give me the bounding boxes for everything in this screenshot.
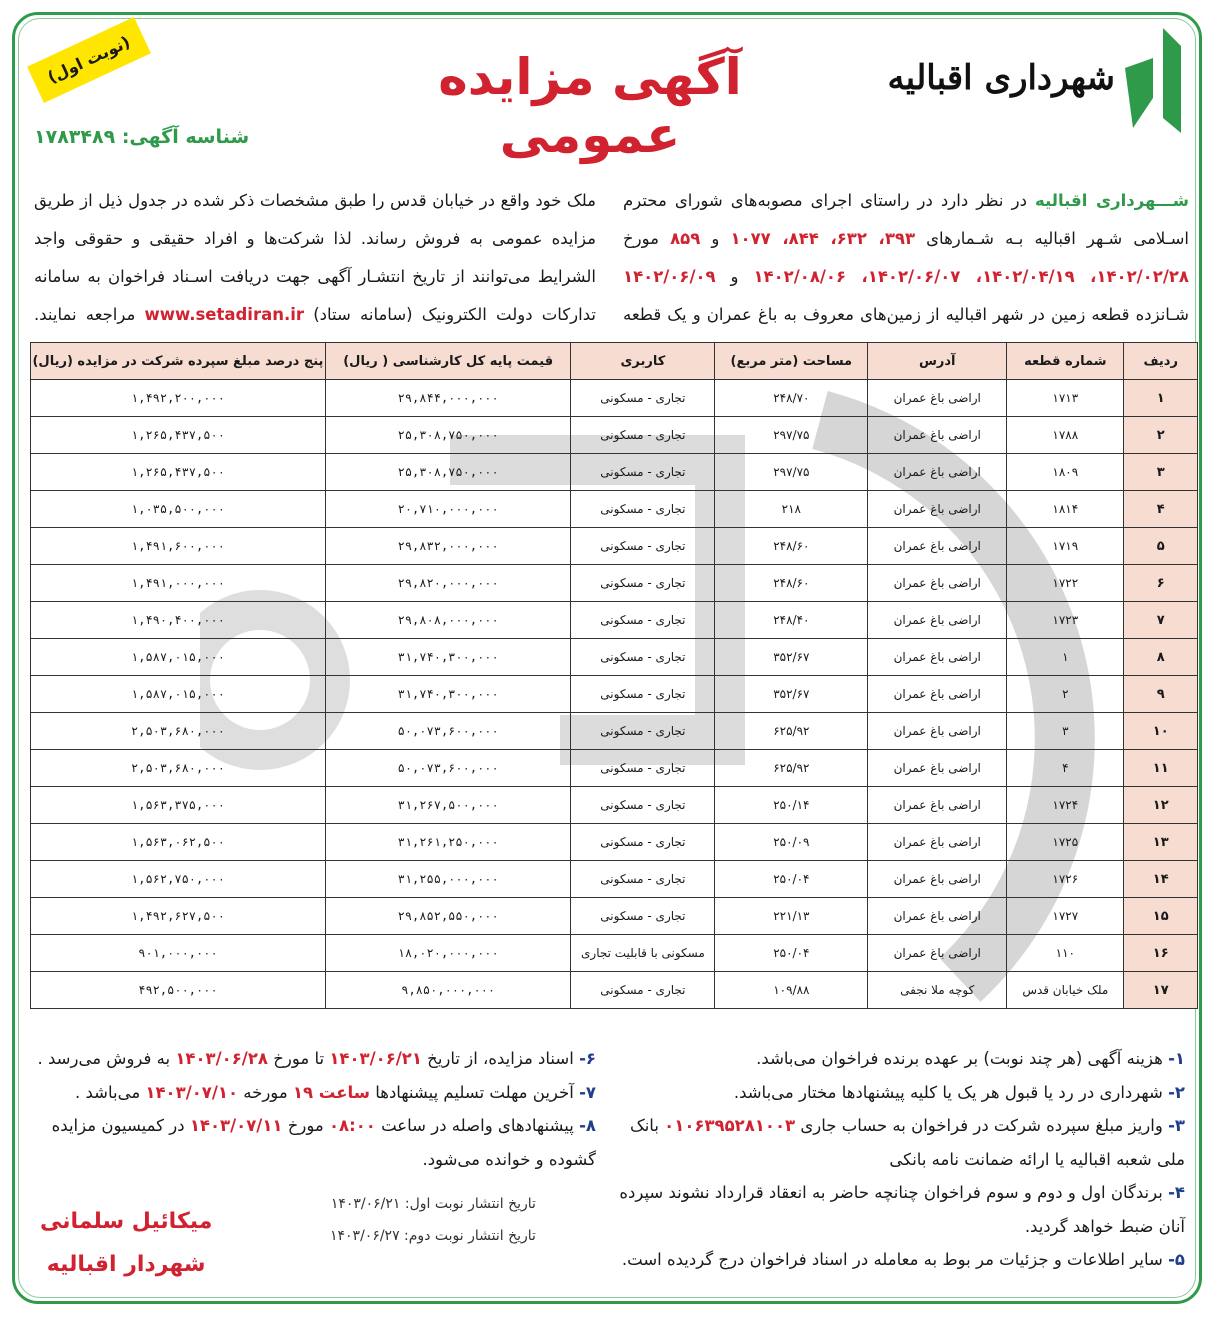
cell-base-price: ۲۹,۸۲۰,۰۰۰,۰۰۰ [325,565,570,602]
table-row [31,491,1198,528]
cell-base-price: ۲۹,۸۳۲,۰۰۰,۰۰۰ [325,528,570,565]
cell-row-number: ۱ [1124,380,1198,417]
cell-lot-number: ۱۷۲۶ [1007,861,1124,898]
cell-lot-number: ۱۷۲۵ [1007,824,1124,861]
intro-text: مورخ [623,229,671,248]
condition-text: هزینه آگهی (هر چند نوبت) بر عهده برنده فراخوان می‌باشد. [756,1049,1169,1068]
cell-area: ۳۵۲/۶۷ [715,676,868,713]
column-header-base-price: قیمت پایه کل کارشناسی ( ریال) [325,343,570,380]
cell-deposit: ۱,۲۶۵,۴۳۷,۵۰۰ [31,417,326,454]
condition-text: واریز مبلغ سپرده شرکت در فراخوان به حساب جاری [795,1116,1169,1135]
cell-row-number: ۱۶ [1124,935,1198,972]
condition-number: ۴- [1168,1183,1185,1202]
date: ۱۴۰۳/۰۶/۲۱ [330,1196,401,1212]
cell-deposit: ۱,۵۸۷,۰۱۵,۰۰۰ [31,676,326,713]
cell-usage: تجاری - مسکونی [571,639,715,676]
cell-deposit: ۱,۵۶۲,۷۵۰,۰۰۰ [31,861,326,898]
logo-text: شهرداری اقبالیه [887,58,1115,98]
condition-text: سایر اطلاعات و جزئیات مر بوط به معامله در اسناد فراخوان درج گردیده است. [621,1250,1169,1269]
cell-base-price: ۲۰,۷۱۰,۰۰۰,۰۰۰ [325,491,570,528]
condition-text: اسناد مزایده، از تاریخ [421,1049,580,1068]
cell-lot-number: ۱۷۸۸ [1007,417,1124,454]
condition-number: ۶- [579,1049,596,1068]
condition-number: ۵- [1168,1250,1185,1269]
cell-area: ۲۲۱/۱۳ [715,898,868,935]
cell-address: اراضی باغ عمران [868,639,1007,676]
cell-row-number: ۲ [1124,417,1198,454]
cell-usage: تجاری - مسکونی [571,565,715,602]
condition-text: شهرداری در رد یا قبول هر یک یا کلیه پیشنهادها مختار می‌باشد. [733,1082,1169,1102]
resolution-date: ۱۴۰۲/۰۶/۰۹ [623,267,716,286]
condition-number: ۷- [579,1082,596,1102]
cell-row-number: ۱۴ [1124,861,1198,898]
resolution-number: ۸۵۹ [670,229,701,248]
intro-right-column [623,182,1189,334]
intro-text: و [715,267,754,286]
cell-deposit: ۱,۰۳۵,۵۰۰,۰۰۰ [31,491,326,528]
cell-deposit: ۴۹۲,۵۰۰,۰۰۰ [31,972,326,1009]
cell-row-number: ۷ [1124,602,1198,639]
cell-base-price: ۵۰,۰۷۳,۶۰۰,۰۰۰ [325,750,570,787]
cell-base-price: ۳۱,۲۵۵,۰۰۰,۰۰۰ [325,861,570,898]
cell-area: ۲۵۰/۰۴ [715,861,868,898]
time: ساعت ۱۹ [292,1082,370,1102]
condition-text: آخرین مهلت تسلیم پیشنهادها [369,1082,580,1102]
cell-base-price: ۵۰,۰۷۳,۶۰۰,۰۰۰ [325,713,570,750]
cell-deposit: ۱,۵۶۳,۳۷۵,۰۰۰ [31,787,326,824]
cell-address: اراضی باغ عمران [868,898,1007,935]
condition-6 [30,1042,596,1076]
condition-3 [615,1109,1185,1176]
resolution-numbers: ۳۹۳، ۶۳۲، ۸۴۴، ۱۰۷۷ [730,229,916,248]
cell-base-price: ۲۹,۸۴۴,۰۰۰,۰۰۰ [325,380,570,417]
column-header-row-number: ردیف [1124,343,1198,380]
municipality-logo [887,28,1183,133]
cell-area: ۲۵۰/۱۴ [715,787,868,824]
cell-deposit: ۲,۵۰۳,۶۸۰,۰۰۰ [31,713,326,750]
cell-row-number: ۶ [1124,565,1198,602]
condition-number: ۲- [1168,1082,1185,1102]
cell-area: ۲۵۰/۰۴ [715,935,868,972]
cell-area: ۶۲۵/۹۲ [715,750,868,787]
table-row [31,454,1198,491]
condition-7 [30,1076,596,1110]
cell-deposit: ۱,۴۹۲,۲۰۰,۰۰۰ [31,380,326,417]
cell-row-number: ۵ [1124,528,1198,565]
cell-base-price: ۳۱,۲۶۷,۵۰۰,۰۰۰ [325,787,570,824]
cell-address: اراضی باغ عمران [868,417,1007,454]
cell-address: اراضی باغ عمران [868,750,1007,787]
cell-deposit: ۱,۵۸۷,۰۱۵,۰۰۰ [31,639,326,676]
table-row [31,898,1198,935]
condition-text: مورخ [282,1116,329,1135]
cell-base-price: ۱۸,۰۲۰,۰۰۰,۰۰۰ [325,935,570,972]
table-body [31,380,1198,1009]
date: ۱۴۰۳/۰۶/۲۸ [175,1049,268,1068]
cell-usage: تجاری - مسکونی [571,861,715,898]
cell-row-number: ۳ [1124,454,1198,491]
cell-lot-number: ۱ [1007,639,1124,676]
condition-text: می‌باشد . [74,1082,146,1102]
date: ۱۴۰۳/۰۶/۲۱ [329,1049,422,1068]
conditions-right [615,1042,1185,1277]
cell-row-number: ۸ [1124,639,1198,676]
cell-area: ۲۹۷/۷۵ [715,454,868,491]
cell-lot-number: ۱۱۰ [1007,935,1124,972]
table-row [31,935,1198,972]
column-header-area: مساحت (متر مربع) [715,343,868,380]
signer-name: میکائیل سلمانی [40,1209,213,1234]
ad-id [34,126,249,148]
website-link[interactable]: www.setadiran.ir [144,305,305,324]
condition-text: بانک ملی شعبه اقبالیه یا ارائه ضمانت نامه بانکی [629,1116,1185,1169]
intro-left-column [34,182,596,334]
date: ۱۴۰۳/۰۶/۲۷ [330,1228,400,1244]
label: تاریخ انتشار نوبت دوم: [404,1228,536,1244]
ad-id-label: شناسه آگهی: [121,126,250,148]
cell-base-price: ۳۱,۷۴۰,۳۰۰,۰۰۰ [325,639,570,676]
table-row [31,528,1198,565]
cell-deposit: ۱,۴۹۰,۴۰۰,۰۰۰ [31,602,326,639]
column-header-deposit: پنج درصد مبلغ سپرده شرکت در مزایده (ریال) [31,343,326,380]
cell-area: ۲۴۸/۴۰ [715,602,868,639]
cell-address: اراضی باغ عمران [868,380,1007,417]
cell-base-price: ۲۵,۳۰۸,۷۵۰,۰۰۰ [325,454,570,491]
condition-4 [615,1176,1185,1243]
logo-mark-icon [1123,28,1183,133]
round-badge: (نوبت اول) [27,17,151,103]
cell-usage: تجاری - مسکونی [571,528,715,565]
cell-address: اراضی باغ عمران [868,528,1007,565]
ad-id-value: ۱۷۸۳۴۸۹ [34,126,116,148]
label: تاریخ انتشار نوبت اول: [404,1196,536,1212]
cell-address: اراضی باغ عمران [868,861,1007,898]
cell-row-number: ۱۷ [1124,972,1198,1009]
cell-area: ۶۲۵/۹۲ [715,713,868,750]
cell-area: ۲۴۸/۶۰ [715,565,868,602]
table-row [31,417,1198,454]
cell-lot-number: ۱۷۲۳ [1007,602,1124,639]
cell-lot-number: ۱۷۲۴ [1007,787,1124,824]
cell-address: اراضی باغ عمران [868,454,1007,491]
cell-row-number: ۴ [1124,491,1198,528]
condition-1 [615,1042,1185,1076]
cell-row-number: ۹ [1124,676,1198,713]
time: ۰۸:۰۰ [328,1116,376,1135]
signer-position: شهردار اقبالیه [46,1252,206,1277]
cell-lot-number: ۱۸۱۴ [1007,491,1124,528]
cell-row-number: ۱۲ [1124,787,1198,824]
table-row [31,676,1198,713]
condition-number: ۳- [1168,1116,1185,1135]
intro-text: ملک خود واقع در خیابان قدس را طبق مشخصات ذکر شده در جدول ذیل از طریق مزایده عمومی به فروش رساند. لذا شرکت‌ها و افراد حقیقی و حقوقی واجد الشرایط می‌توانند از تاریخ انتشـار آگهی جهت دریافت اسـناد فراخوان به سامانه تدارکات دولت الکترونیک (سامانه ستاد) [34,191,596,324]
signature [40,1200,212,1286]
cell-area: ۲۴۸/۶۰ [715,528,868,565]
cell-usage: تجاری - مسکونی [571,454,715,491]
cell-area: ۲۴۸/۷۰ [715,380,868,417]
cell-lot-number: ۴ [1007,750,1124,787]
cell-row-number: ۱۵ [1124,898,1198,935]
cell-deposit: ۲,۵۰۳,۶۸۰,۰۰۰ [31,750,326,787]
intro-text: شـانزده قطعه زمین در شهر اقبالیه از زمین‌های معروف به باغ عمران و یک قطعه [623,305,1189,324]
cell-base-price: ۲۹,۸۰۸,۰۰۰,۰۰۰ [325,602,570,639]
cell-base-price: ۳۱,۷۴۰,۳۰۰,۰۰۰ [325,676,570,713]
cell-address: اراضی باغ عمران [868,713,1007,750]
cell-lot-number: ۱۷۲۲ [1007,565,1124,602]
table-header-row [31,343,1198,380]
cell-usage: تجاری - مسکونی [571,787,715,824]
publication-dates [330,1188,536,1252]
cell-lot-number: ۱۷۲۷ [1007,898,1124,935]
condition-number: ۱- [1168,1049,1185,1068]
second-publication [330,1220,536,1252]
cell-usage: تجاری - مسکونی [571,602,715,639]
lots-table [30,342,1198,1009]
cell-base-price: ۲۹,۸۵۲,۵۵۰,۰۰۰ [325,898,570,935]
condition-text: به فروش می‌رسد . [37,1049,176,1068]
cell-usage: تجاری - مسکونی [571,898,715,935]
cell-address: کوچه ملا نجفی [868,972,1007,1009]
date: ۱۴۰۳/۰۷/۱۱ [189,1116,283,1135]
cell-usage: تجاری - مسکونی [571,750,715,787]
cell-deposit: ۱,۲۶۵,۴۳۷,۵۰۰ [31,454,326,491]
cell-row-number: ۱۰ [1124,713,1198,750]
cell-lot-number: ۳ [1007,713,1124,750]
cell-area: ۲۹۷/۷۵ [715,417,868,454]
cell-address: اراضی باغ عمران [868,824,1007,861]
cell-lot-number: ملک خیابان قدس [1007,972,1124,1009]
column-header-usage: کاربری [571,343,715,380]
table-row [31,565,1198,602]
cell-lot-number: ۱۸۰۹ [1007,454,1124,491]
cell-deposit: ۱,۵۶۳,۰۶۲,۵۰۰ [31,824,326,861]
column-header-lot-number: شماره قطعه [1007,343,1124,380]
cell-usage: تجاری - مسکونی [571,417,715,454]
cell-deposit: ۱,۴۹۲,۶۲۷,۵۰۰ [31,898,326,935]
condition-number: ۸- [579,1116,596,1135]
cell-usage: تجاری - مسکونی [571,972,715,1009]
cell-usage: تجاری - مسکونی [571,380,715,417]
table-row [31,713,1198,750]
condition-5 [615,1243,1185,1277]
conditions-left [30,1042,596,1176]
cell-lot-number: ۲ [1007,676,1124,713]
cell-usage: تجاری - مسکونی [571,491,715,528]
condition-text: مورخه [238,1082,293,1102]
table-row [31,750,1198,787]
cell-lot-number: ۱۷۱۳ [1007,380,1124,417]
condition-text: برندگان اول و دوم و سوم فراخوان چنانچه حاضر به انعقاد قرارداد نشوند سپرده آنان ضبط خواهد گردید. [619,1183,1185,1236]
table-row [31,602,1198,639]
cell-deposit: ۱,۴۹۱,۰۰۰,۰۰۰ [31,565,326,602]
org-name: شـــهرداری اقبالیه [1035,191,1190,210]
table-row [31,972,1198,1009]
cell-base-price: ۳۱,۲۶۱,۲۵۰,۰۰۰ [325,824,570,861]
condition-text: پیشنهادهای واصله در ساعت [375,1116,580,1135]
condition-text: در کمیسیون مزایده گشوده و خوانده می‌شود. [51,1116,596,1169]
cell-address: اراضی باغ عمران [868,935,1007,972]
condition-8 [30,1109,596,1176]
cell-base-price: ۲۵,۳۰۸,۷۵۰,۰۰۰ [325,417,570,454]
cell-usage: مسکونی با قابلیت تجاری [571,935,715,972]
cell-area: ۱۰۹/۸۸ [715,972,868,1009]
cell-area: ۲۱۸ [715,491,868,528]
condition-2 [615,1076,1185,1110]
cell-address: اراضی باغ عمران [868,602,1007,639]
intro-text: و [700,229,731,248]
cell-base-price: ۹,۸۵۰,۰۰۰,۰۰۰ [325,972,570,1009]
bank-account-number: ۰۱۰۶۳۹۵۲۸۱۰۰۳ [664,1116,796,1135]
cell-row-number: ۱۱ [1124,750,1198,787]
cell-area: ۲۵۰/۰۹ [715,824,868,861]
cell-lot-number: ۱۷۱۹ [1007,528,1124,565]
cell-address: اراضی باغ عمران [868,787,1007,824]
condition-text: تا مورخ [267,1049,330,1068]
page-title: آگهی مزایده عمومی [438,48,742,164]
cell-usage: تجاری - مسکونی [571,824,715,861]
cell-address: اراضی باغ عمران [868,565,1007,602]
date: ۱۴۰۳/۰۷/۱۰ [145,1082,239,1102]
intro-text: مراجعه نمایند. [34,305,145,324]
cell-area: ۳۵۲/۶۷ [715,639,868,676]
table-row [31,380,1198,417]
cell-address: اراضی باغ عمران [868,491,1007,528]
intro-text: در نظر دارد در راستای اجرای مصوبه‌های شورای محترم اسـلامی شـهر اقبالیه بـه شـمارهای [623,191,1190,248]
first-publication [330,1188,536,1220]
table-row [31,824,1198,861]
cell-usage: تجاری - مسکونی [571,713,715,750]
table-row [31,639,1198,676]
cell-usage: تجاری - مسکونی [571,676,715,713]
table-row [31,787,1198,824]
cell-row-number: ۱۳ [1124,824,1198,861]
table-row [31,861,1198,898]
cell-deposit: ۱,۴۹۱,۶۰۰,۰۰۰ [31,528,326,565]
cell-address: اراضی باغ عمران [868,676,1007,713]
resolution-dates: ۱۴۰۲/۰۲/۲۸، ۱۴۰۲/۰۴/۱۹، ۱۴۰۲/۰۶/۰۷، ۱۴۰۲/۰۸/۰۶ [753,267,1189,286]
column-header-address: آدرس [868,343,1007,380]
cell-deposit: ۹۰۱,۰۰۰,۰۰۰ [31,935,326,972]
